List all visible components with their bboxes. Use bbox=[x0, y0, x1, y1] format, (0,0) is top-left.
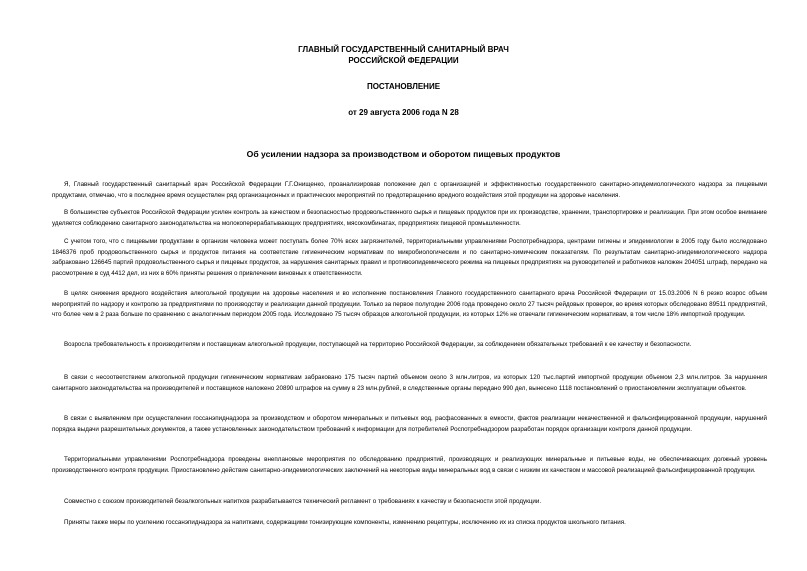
paragraph: Возросла требовательность к производителям и поставщикам алкогольной продукции, поступающей на территорию Российской Федерации, за соблюдением обязательных требований к ее качеству и безопасности. bbox=[64, 341, 692, 348]
document-type: ПОСТАНОВЛЕНИЕ bbox=[366, 82, 441, 91]
paragraph: В большинстве субъектов Российской Федерации усилен контроль за качеством и безопасностью продовольственного сырья и пищевых продуктов при их производстве, хранении, транспортировке и реализации. При этом особое внимание уделяется соблюдению санитарного законодательства на молокоперерабатывающих предприятиях, мясокомбинатах, предприятиях пищевой промышленности. bbox=[52, 209, 767, 227]
paragraph: Совместно с союзом производителей безалкогольных напитков разрабатывается технический регламент о требованиях к качеству и безопасности этой продукции. bbox=[64, 498, 542, 505]
paragraph: Приняты также меры по усилению госсанэпиднадзора за напитками, содержащими тонизирующие компоненты, изменению рецептуры, исключению их из списка продуктов школьного питания. bbox=[64, 519, 626, 526]
document-title: Об усилении надзора за производством и оборотом пищевых продуктов bbox=[246, 149, 561, 159]
document-date: от 29 августа 2006 года N 28 bbox=[348, 108, 459, 117]
issuer-line-1: ГЛАВНЫЙ ГОСУДАРСТВЕННЫЙ САНИТАРНЫЙ ВРАЧ bbox=[298, 45, 509, 54]
issuer-line-2: РОССИЙСКОЙ ФЕДЕРАЦИИ bbox=[348, 56, 459, 65]
paragraph: Территориальными управлениями Роспотребнадзора проведены внеплановые мероприятия по обследованию предприятий, производящих и реализующих минеральные и питьевые воды, не обеспечивающих должный уровень производственного контроля продукции. Приостановлено действие санитарно-эпидемиологических заключений на некоторые виды минеральных вод в связи с низким их качеством и массовой реализацией фальсифицированной продукции. bbox=[52, 456, 767, 474]
paragraph: В целях снижения вредного воздействия алкогольной продукции на здоровье населения и во исполнение постановления Главного государственного санитарного врача Российской Федерации от 15.03.2006 N 6 резко возрос объем мероприятий по надзору и контролю за предприятиями по производству и реализации данной продукции. Только за первое полугодие 2006 года проведено около 27 тысяч рейдовых проверок, во время которых обследовано 89511 предприятий, что более чем в 2 раза больше по сравнению с аналогичным периодом 2005 года. Исследовано 75 тысяч образцов алкогольной продукции, из которых 12% не отвечали гигиеническим нормативам, в том числе 18% импортной продукции. bbox=[52, 290, 767, 318]
paragraph: Я, Главный государственный санитарный врач Российской Федерации Г.Г.Онищенко, проанализировав положение дел с организацией и эффективностью государственного санитарно-эпидемиологического надзора за пищевыми продуктами, отмечаю, что в последнее время осуществлен ряд организационных и практических мероприятий по предотвращению вредного воздействия этой продукции на здоровье населения. bbox=[52, 181, 767, 199]
paragraph: С учетом того, что с пищевыми продуктами в организм человека может поступать более 70% всех загрязнителей, территориальными управлениями Роспотребнадзора, центрами гигиены и эпидемиологии в 2005 году было исследовано 1846376 проб продовольственного сырья и продуктов питания на соответствие гигиеническим нормативам по микробиологическим и по санитарно-химическим показателям. По результатам санитарно-эпидемиологического надзора забраковано 126645 партий продовольственного сырья и пищевых продуктов, за нарушения санитарных правил и противоэпидемического режима на пищевых предприятиях на руководителей и работников наложен 204051 штраф, передано на рассмотрение в суд 4412 дел, из них в 60% приняты решения о привлечении виновных к ответственности. bbox=[52, 238, 767, 277]
paragraph: В связи с выявлением при осуществлении госсанэпиднадзора за производством и оборотом минеральных и питьевых вод, расфасованных в емкости, фактов реализации некачественной и фальсифицированной продукции, нарушений порядка выдачи разрешительных документов, а также установленных законодательством требований к информации для потребителей Роспотребнадзором разработан порядок организации контроля данной продукции. bbox=[52, 415, 767, 433]
paragraph: В связи с несоответствием алкогольной продукции гигиеническим нормативам забраковано 175 тысяч партий объемом около 3 млн.литров, из которых 120 тыс.партий импортной продукции объемом 2,3 млн.литров. За нарушения санитарного законодательства на производителей и поставщиков наложено 20890 штрафов на сумму в 23 млн.рублей, в следственные органы передано 990 дел, вынесено 1118 постановлений о приостановлении эксплуатации объектов. bbox=[52, 374, 767, 392]
